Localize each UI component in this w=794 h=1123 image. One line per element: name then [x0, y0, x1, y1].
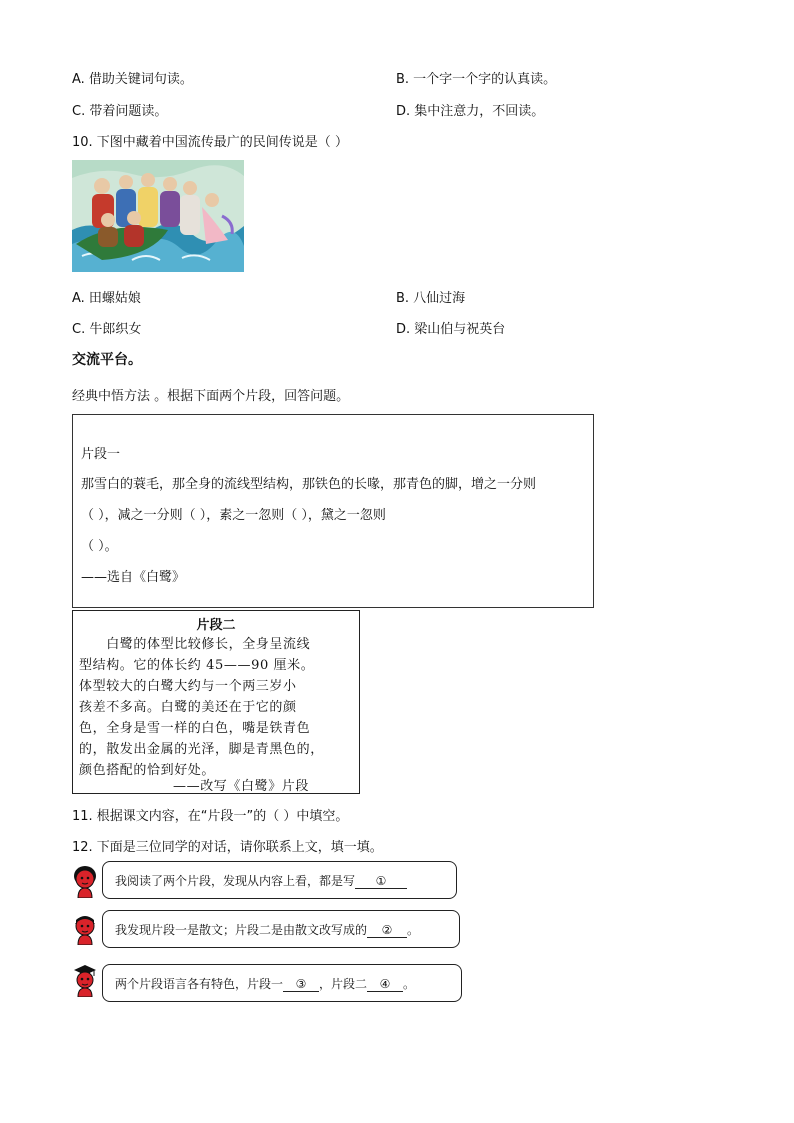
- blank-4: ④: [367, 977, 403, 992]
- dialog-bubble: [102, 964, 462, 1002]
- dialog-text-part: 。: [407, 923, 420, 937]
- fragment-one-box: [72, 414, 594, 608]
- fragment-two-line: 孩差不多高。白鹭的美还在于它的颜: [79, 700, 297, 715]
- dialog-text-part: ，片段二: [319, 977, 368, 991]
- option-d: D. 集中注意力，不回读。: [396, 104, 545, 119]
- question-11-stem: 11. 根据课文内容，在“片段一”的（ ）中填空。: [72, 809, 349, 824]
- dialog-text-part: 。: [403, 977, 416, 991]
- dialog-text: [115, 921, 419, 938]
- eight-immortals-illustration: [72, 160, 244, 272]
- question-10-stem: 10. 下图中藏着中国流传最广的民间传说是（ ）: [72, 135, 348, 150]
- blank-1: ①: [355, 874, 407, 889]
- dialog-bubble: [102, 910, 460, 948]
- fragment-two-source: ——改写《白鹭》片段: [173, 779, 310, 794]
- section-intro: 经典中悟方法 。根据下面两个片段，回答问题。: [72, 389, 350, 404]
- dialog-text: [115, 975, 415, 992]
- blank-3: ③: [283, 977, 319, 992]
- blank-2: ②: [367, 923, 407, 938]
- option-b: B. 八仙过海: [396, 291, 466, 306]
- option-b: B. 一个字一个字的认真读。: [396, 72, 557, 87]
- option-a: A. 借助关键词句读。: [72, 72, 193, 87]
- fragment-two-line: 体型较大的白鹭大约与一个两三岁小: [79, 679, 297, 694]
- fragment-two-line: 白鹭的体型比较修长，全身呈流线: [79, 637, 311, 652]
- dialog-text-part: 两个片段语言各有特色，片段一: [115, 977, 284, 991]
- dialog-bubble: [102, 861, 457, 899]
- student-avatar-icon: [72, 911, 98, 945]
- fragment-one-source: ——选自《白鹭》: [81, 570, 186, 585]
- option-c: C. 牛郎织女: [72, 322, 142, 337]
- student-avatar-icon: [72, 864, 98, 898]
- fragment-two-line: 型结构。它的体长约 45——90 厘米。: [79, 658, 315, 673]
- fragment-one-line: （ ），减之一分则（ ），素之一忽则（ ），黛之一忽则: [81, 508, 386, 523]
- fragment-two-box: [72, 610, 360, 794]
- dialog-text-part: 我发现片段一是散文；片段二是由散文改写成的: [115, 923, 368, 937]
- option-d: D. 梁山伯与祝英台: [396, 322, 506, 337]
- fragment-two-line: 颜色搭配的恰到好处。: [79, 763, 216, 778]
- fragment-one-line: （ ）。: [81, 539, 118, 554]
- question-12-stem: 12. 下面是三位同学的对话，请你联系上文，填一填。: [72, 840, 383, 855]
- dialog-text-part: 我阅读了两个片段，发现从内容上看，都是写: [115, 874, 356, 888]
- fragment-two-heading: 片段二: [196, 618, 236, 633]
- graduate-avatar-icon: [72, 963, 98, 997]
- section-title: 交流平台。: [72, 352, 142, 368]
- fragment-one-heading: 片段一: [81, 447, 121, 462]
- fragment-two-line: 色，全身是雪一样的白色，嘴是铁青色: [79, 721, 311, 736]
- dialog-text: [115, 872, 407, 889]
- fragment-two-line: 的，散发出金属的光泽，脚是青黑色的，: [79, 742, 324, 757]
- fragment-one-line: 那雪白的蓑毛，那全身的流线型结构，那铁色的长喙，那青色的脚，增之一分则: [81, 477, 537, 492]
- option-c: C. 带着问题读。: [72, 104, 168, 119]
- option-a: A. 田螺姑娘: [72, 291, 141, 306]
